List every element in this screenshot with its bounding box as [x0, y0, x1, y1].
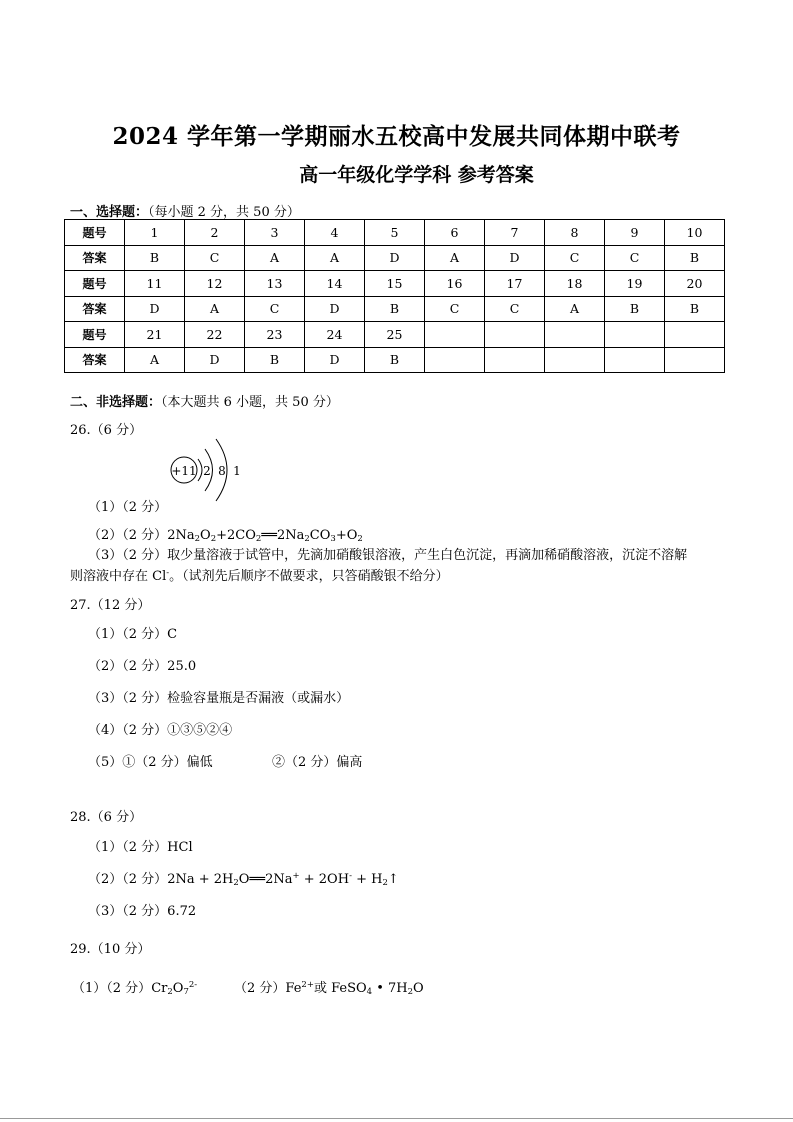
question-number-cell: 14	[305, 271, 365, 297]
answer-table-row	[65, 296, 725, 322]
q26-part-3-text-a: 则溶液中存在 Cl	[70, 569, 167, 584]
question-number-cell: 8	[545, 220, 605, 246]
row-header: 题号	[65, 322, 125, 348]
shell-2-electrons: 8	[218, 464, 226, 478]
answer-letter-cell: D	[305, 347, 365, 373]
q26-equation: $2Na_2O_2+2CO_2══2Na_2CO_3+O_2$	[167, 528, 363, 544]
question-number-cell: 17	[485, 271, 545, 297]
q27-part-5a: （5）①（2 分）偏低	[88, 755, 213, 770]
row-header: 答案	[65, 245, 125, 271]
q26-header: 26.（6 分）	[70, 423, 143, 438]
question-number-cell: 11	[125, 271, 185, 297]
question-number-cell: 6	[425, 220, 485, 246]
answer-letter-cell: B	[245, 347, 305, 373]
q26-part-2	[88, 524, 363, 544]
q27-part-2: （2）（2 分）25.0	[88, 659, 197, 674]
page-subtitle: 高一年级化学学科 参考答案	[299, 164, 534, 186]
question-number-cell: 3	[245, 220, 305, 246]
question-number-cell: 24	[305, 322, 365, 348]
row-header: 题号	[65, 271, 125, 297]
answer-letter-cell: B	[665, 245, 725, 271]
question-number-cell	[665, 322, 725, 348]
q28-header: 28.（6 分）	[70, 810, 143, 825]
q28-part-1: （1）（2 分）HCl	[88, 840, 193, 855]
answer-letter-cell: B	[605, 296, 665, 322]
question-number-cell: 20	[665, 271, 725, 297]
page-bottom-rule	[0, 1118, 793, 1119]
question-number-cell	[605, 322, 665, 348]
question-number-cell: 22	[185, 322, 245, 348]
question-number-cell: 23	[245, 322, 305, 348]
question-number-cell: 2	[185, 220, 245, 246]
section-1-label: 一、选择题：	[70, 205, 149, 220]
section-2-heading	[70, 391, 339, 410]
shell-3-electrons: 1	[233, 464, 241, 478]
q29-part-1-prefix: （1）（2 分）	[72, 981, 152, 996]
section-1-note: （每小题 2 分，共 50 分）	[148, 205, 300, 220]
answer-letter-cell: B	[365, 296, 425, 322]
q28-part-3: （3）（2 分）6.72	[88, 904, 197, 919]
question-number-cell: 12	[185, 271, 245, 297]
answer-letter-cell	[605, 347, 665, 373]
q26-part-2-prefix: （2）（2 分）	[88, 528, 168, 543]
question-number-cell	[425, 322, 485, 348]
q26-part-3-text-b: 。（试剂先后顺序不做要求，只答硝酸银不给分）	[169, 569, 449, 584]
question-number-cell	[485, 322, 545, 348]
answer-letter-cell: A	[185, 296, 245, 322]
question-number-cell: 5	[365, 220, 425, 246]
question-number-cell: 16	[425, 271, 485, 297]
sodium-atom-structure-diagram	[168, 436, 248, 506]
row-header: 答案	[65, 347, 125, 373]
q29-header: 29.（10 分）	[70, 942, 151, 957]
answer-letter-cell: D	[305, 296, 365, 322]
q28-part-2	[88, 868, 399, 888]
chloride-charge: -	[166, 568, 170, 578]
answer-letter-cell	[545, 347, 605, 373]
question-number-cell: 19	[605, 271, 665, 297]
answer-letter-cell: C	[605, 245, 665, 271]
q27-part-5b: ②（2 分）偏高	[272, 755, 363, 770]
answer-letter-cell: C	[245, 296, 305, 322]
q27-part-3: （3）（2 分）检验容量瓶是否漏液（或漏水）	[88, 691, 350, 706]
answer-letter-cell: C	[185, 245, 245, 271]
q28-equation: $2Na + 2H_2O══2Na^+ + 2OH^-$ + $H_2↑$	[167, 871, 399, 888]
q29-part-1b	[234, 977, 424, 997]
q26-part-3-line-1: （3）（2 分）取少量溶液于试管中，先滴加硝酸银溶液，产生白色沉淀，再滴加稀硝酸溶液，沉淀不溶解	[88, 548, 688, 563]
q28-part-2-prefix: （2）（2 分）	[88, 872, 168, 887]
q27-header: 27.（12 分）	[70, 598, 151, 613]
question-number-cell	[545, 322, 605, 348]
answer-letter-cell: C	[485, 296, 545, 322]
answer-letter-cell: A	[305, 245, 365, 271]
q29-part-1b-prefix: （2 分）	[234, 981, 286, 996]
question-number-cell: 4	[305, 220, 365, 246]
question-number-cell: 1	[125, 220, 185, 246]
q26-part-3-line-2	[70, 565, 449, 584]
answer-letter-cell: A	[245, 245, 305, 271]
section-2-note: （本大题共 6 小题，共 50 分）	[161, 395, 339, 410]
answer-letter-cell: B	[125, 245, 185, 271]
answer-letter-cell: B	[665, 296, 725, 322]
nucleus-charge: +11	[171, 464, 197, 478]
question-number-cell: 9	[605, 220, 665, 246]
question-number-cell: 25	[365, 322, 425, 348]
dichromate-formula: $Cr_2O_7^{2-}$	[151, 980, 198, 997]
iron-formula: $Fe^{2+}$或 FeSO$_4$ • $7H_2O$	[285, 980, 424, 997]
section-2-label: 二、非选择题：	[70, 395, 162, 410]
answer-table	[64, 219, 725, 373]
answer-letter-cell: A	[125, 347, 185, 373]
answer-table-row	[65, 322, 725, 348]
shell-1-electrons: 2	[203, 464, 211, 478]
answer-table-row	[65, 347, 725, 373]
question-number-cell: 13	[245, 271, 305, 297]
row-header: 题号	[65, 220, 125, 246]
answer-letter-cell: C	[425, 296, 485, 322]
answer-letter-cell	[425, 347, 485, 373]
answer-letter-cell	[485, 347, 545, 373]
answer-table-row	[65, 220, 725, 246]
answer-letter-cell: D	[125, 296, 185, 322]
answer-letter-cell: A	[425, 245, 485, 271]
q29-part-1	[72, 977, 197, 997]
answer-letter-cell: A	[545, 296, 605, 322]
answer-letter-cell: B	[365, 347, 425, 373]
question-number-cell: 7	[485, 220, 545, 246]
question-number-cell: 18	[545, 271, 605, 297]
answer-letter-cell: D	[485, 245, 545, 271]
q27-part-4: （4）（2 分）①③⑤②④	[88, 723, 233, 738]
row-header: 答案	[65, 296, 125, 322]
question-number-cell: 15	[365, 271, 425, 297]
answer-letter-cell: D	[185, 347, 245, 373]
answer-table-row	[65, 245, 725, 271]
q27-part-1: （1）（2 分）C	[88, 627, 178, 642]
answer-table-row	[65, 271, 725, 297]
page-title: 2024 学年第一学期丽水五校高中发展共同体期中联考	[112, 123, 681, 150]
answer-letter-cell	[665, 347, 725, 373]
question-number-cell: 21	[125, 322, 185, 348]
answer-letter-cell: D	[365, 245, 425, 271]
section-1-heading	[70, 201, 300, 220]
electron-shell-1	[198, 459, 202, 481]
question-number-cell: 10	[665, 220, 725, 246]
q26-part-1: （1）（2 分）	[88, 500, 168, 515]
answer-letter-cell: C	[545, 245, 605, 271]
